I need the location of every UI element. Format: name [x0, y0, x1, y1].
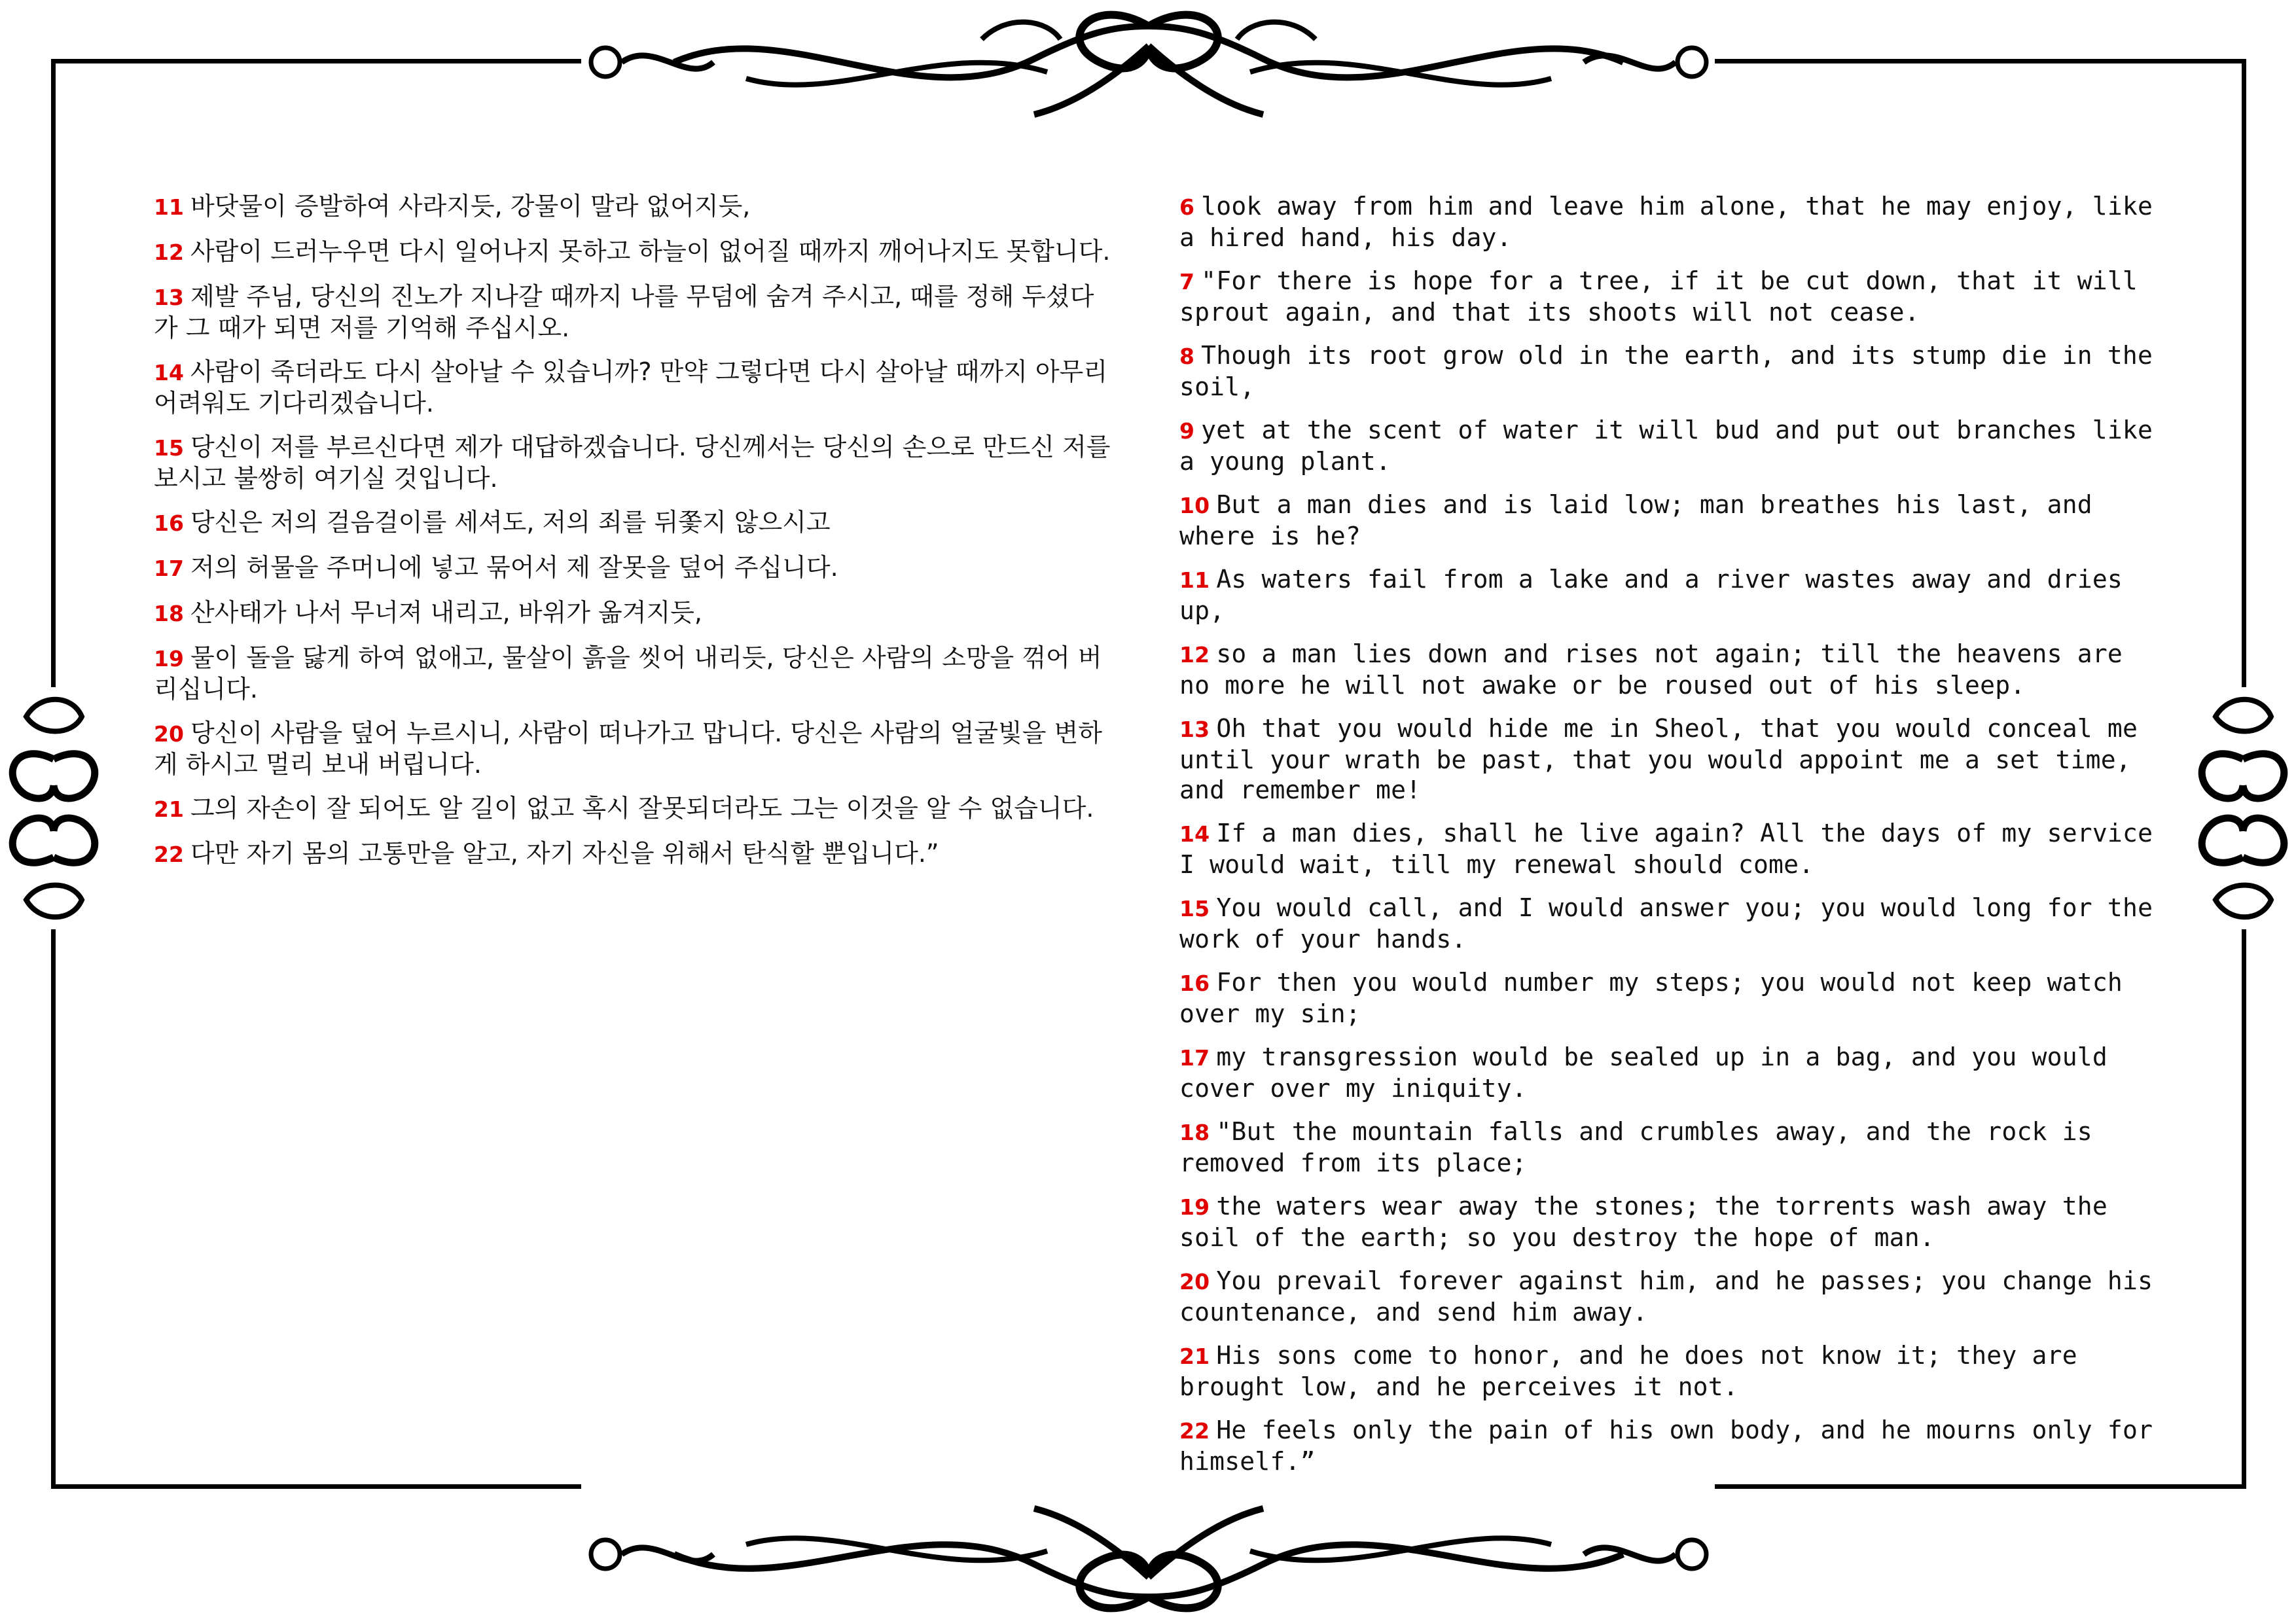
verse — [154, 507, 1116, 539]
verse — [1179, 490, 2161, 551]
verse-text: look away from him and leave him alone, that he may enjoy, like a hired hand, his day. — [1179, 192, 2153, 252]
verse-number: 12 — [154, 240, 184, 265]
verse-number: 17 — [1179, 1045, 1210, 1071]
bottom-flourish-ornament — [576, 1492, 1721, 1623]
verse-number: 11 — [154, 194, 184, 220]
border-left-upper-line — [51, 59, 56, 687]
verse-number: 13 — [1179, 717, 1210, 742]
verse-number: 20 — [154, 721, 184, 747]
verse-text: His sons come to honor, and he does not know it; they are brought low, and he perceives it not. — [1179, 1341, 2077, 1401]
verse-text: "For there is hope for a tree, if it be cut down, that it will sprout again, and that its shoots will not cease. — [1179, 266, 2138, 327]
verse-number: 19 — [1179, 1194, 1210, 1220]
verse-text: 당신이 저를 부르신다면 제가 대답하겠습니다. 당신께서는 당신의 손으로 만드신 저를 보시고 불쌍히 여기실 것입니다. — [154, 433, 1111, 493]
verse — [1179, 415, 2161, 476]
verse — [1179, 639, 2161, 700]
verse-number: 15 — [154, 435, 184, 461]
verse-text: If a man dies, shall he live again? All the days of my service I would wait, till my renewal should come. — [1179, 819, 2153, 879]
verse-number: 6 — [1179, 194, 1195, 220]
verse — [1179, 1266, 2161, 1327]
verse — [154, 357, 1116, 418]
top-flourish-ornament — [576, 0, 1721, 131]
verse-number: 13 — [154, 285, 184, 310]
verse-number: 11 — [1179, 567, 1210, 593]
korean-verses-column — [154, 191, 1116, 883]
verse — [1179, 1042, 2161, 1103]
verse-text: For then you would number my steps; you would not keep watch over my sin; — [1179, 968, 2123, 1028]
english-verses-column — [1179, 191, 2161, 1489]
verse — [154, 718, 1116, 779]
verse-text: 제발 주님, 당신의 진노가 지나갈 때까지 나를 무덤에 숨겨 주시고, 때를 정해 두셨다가 그 때가 되면 저를 기억해 주십시오. — [154, 282, 1094, 342]
verse-number: 22 — [1179, 1418, 1210, 1444]
verse-number: 14 — [1179, 821, 1210, 847]
verse-text: He feels only the pain of his own body, and he mourns only for himself.” — [1179, 1416, 2153, 1476]
verse-text: my transgression would be sealed up in a bag, and you would cover over my iniquity. — [1179, 1043, 2108, 1103]
verse-text: 저의 허물을 주머니에 넣고 묶어서 제 잘못을 덮어 주십니다. — [190, 553, 838, 582]
border-right-lower-line — [2242, 929, 2246, 1489]
verse-number: 17 — [154, 556, 184, 581]
verse-text: 물이 돌을 닳게 하여 없애고, 물살이 흙을 씻어 내리듯, 당신은 사람의 소망을 꺾어 버리십니다. — [154, 643, 1102, 704]
verse-text: 다만 자기 몸의 고통만을 알고, 자기 자신을 위해서 탄식할 뿐입니다.” — [190, 839, 939, 868]
verse — [1179, 1340, 2161, 1402]
border-top-left-line — [51, 59, 581, 63]
verse-number: 14 — [154, 360, 184, 385]
verse — [1179, 967, 2161, 1029]
verse-text: the waters wear away the stones; the torrents wash away the soil of the earth; so you destroy the hope of man. — [1179, 1192, 2108, 1252]
verse — [154, 191, 1116, 223]
verse — [154, 597, 1116, 629]
verse-text: Though its root grow old in the earth, and its stump die in the soil, — [1179, 341, 2153, 401]
verse — [154, 838, 1116, 870]
verse-number: 21 — [154, 796, 184, 822]
verse-number: 12 — [1179, 642, 1210, 668]
verse-text: 산사태가 나서 무너져 내리고, 바위가 옮겨지듯, — [190, 598, 702, 627]
verse-number: 7 — [1179, 269, 1195, 294]
verse — [1179, 713, 2161, 805]
verse-text: But a man dies and is laid low; man breathes his last, and where is he? — [1179, 490, 2092, 550]
verse-number: 10 — [1179, 493, 1210, 518]
border-right-upper-line — [2242, 59, 2246, 687]
verse — [1179, 1415, 2161, 1476]
verse-number: 16 — [1179, 971, 1210, 996]
verse — [154, 552, 1116, 584]
verse — [154, 643, 1116, 704]
verse — [1179, 1116, 2161, 1178]
verse — [154, 281, 1116, 343]
verse — [1179, 818, 2161, 880]
verse-number: 20 — [1179, 1269, 1210, 1294]
verse-text: You prevail forever against him, and he passes; you change his countenance, and send him away. — [1179, 1266, 2153, 1327]
left-flourish-ornament — [0, 681, 108, 936]
right-flourish-ornament — [2189, 681, 2296, 936]
verse-text: 사람이 드러누우면 다시 일어나지 못하고 하늘이 없어질 때까지 깨어나지도 못합니다. — [190, 237, 1111, 266]
verse-text: yet at the scent of water it will bud and put out branches like a young plant. — [1179, 416, 2153, 476]
verse-number: 16 — [154, 510, 184, 536]
verse — [1179, 1191, 2161, 1253]
verse-number: 18 — [154, 601, 184, 626]
border-top-right-line — [1715, 59, 2246, 63]
verse — [154, 236, 1116, 268]
verse-number: 9 — [1179, 418, 1195, 444]
verse — [1179, 266, 2161, 327]
border-left-lower-line — [51, 929, 56, 1489]
verse-number: 8 — [1179, 344, 1195, 369]
verse — [154, 793, 1116, 825]
verse-number: 21 — [1179, 1344, 1210, 1369]
verse-number: 18 — [1179, 1120, 1210, 1145]
verse-text: 그의 자손이 잘 되어도 알 길이 없고 혹시 잘못되더라도 그는 이것을 알 수 없습니다. — [190, 794, 1094, 823]
verse-number: 22 — [154, 842, 184, 867]
verse-text: Oh that you would hide me in Sheol, that you would conceal me until your wrath be past, that you would appoint me a set time, and remember me! — [1179, 714, 2138, 804]
verse-text: "But the mountain falls and crumbles away, and the rock is removed from its place; — [1179, 1117, 2092, 1177]
verse-text: 당신이 사람을 덮어 누르시니, 사람이 떠나가고 맙니다. 당신은 사람의 얼굴빛을 변하게 하시고 멀리 보내 버립니다. — [154, 719, 1102, 779]
verse-text: You would call, and I would answer you; you would long for the work of your hands. — [1179, 893, 2153, 954]
verse — [1179, 340, 2161, 402]
verse — [1179, 564, 2161, 626]
verse-text: so a man lies down and rises not again; till the heavens are no more he will not awake or be roused out of his sleep. — [1179, 639, 2123, 700]
verse — [1179, 893, 2161, 954]
verse-text: 당신은 저의 걸음걸이를 세셔도, 저의 죄를 뒤쫓지 않으시고 — [190, 508, 831, 537]
verse-number: 19 — [154, 646, 184, 671]
verse — [1179, 191, 2161, 253]
verse-number: 15 — [1179, 896, 1210, 921]
verse-text: 사람이 죽더라도 다시 살아날 수 있습니까? 만약 그렇다면 다시 살아날 때까지 아무리 어려워도 기다리겠습니다. — [154, 357, 1108, 418]
border-bottom-left-line — [51, 1484, 581, 1489]
verse-text: As waters fail from a lake and a river wastes away and dries up, — [1179, 565, 2123, 625]
verse-text: 바닷물이 증발하여 사라지듯, 강물이 말라 없어지듯, — [190, 192, 751, 221]
verse — [154, 432, 1116, 493]
